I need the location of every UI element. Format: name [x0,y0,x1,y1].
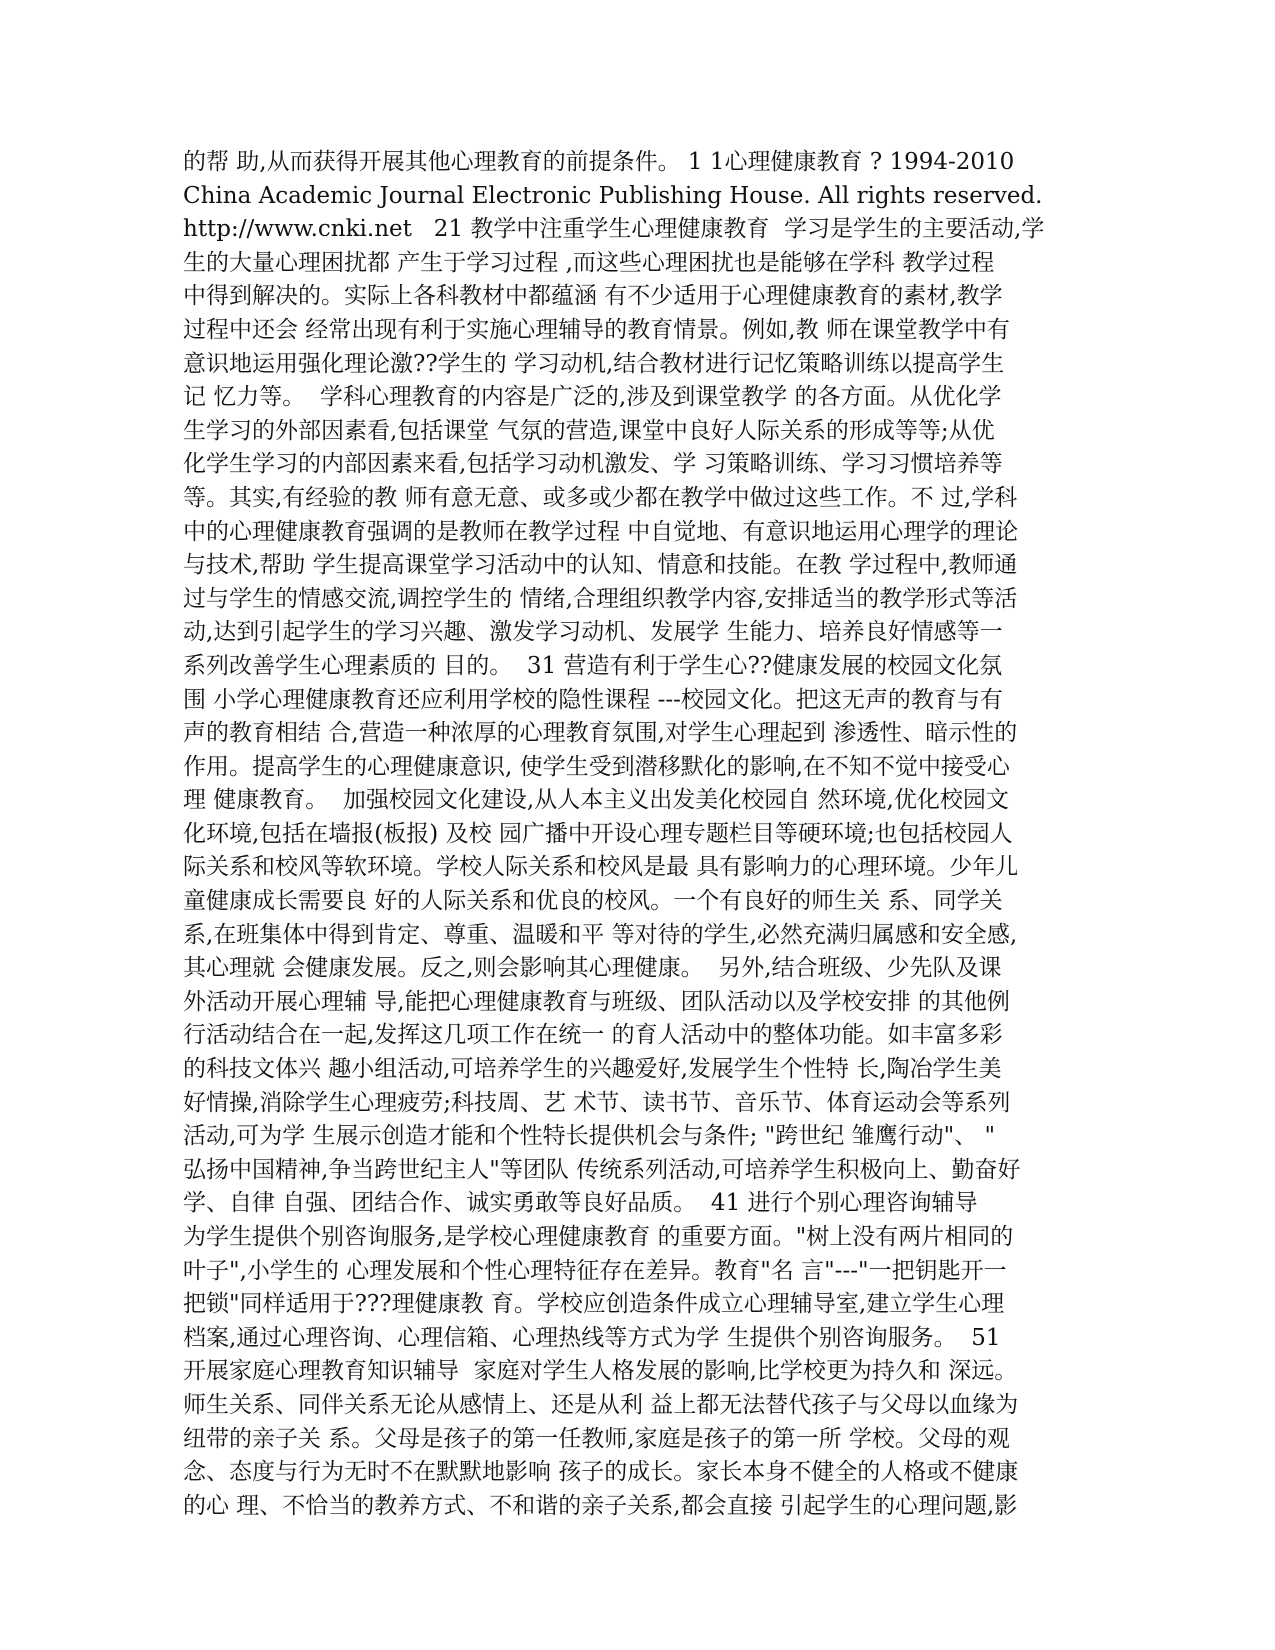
text-line: 把锁"同样适用于???理健康教 育。学校应创造条件成立心理辅导室,建立学生心理 [183,1291,1005,1318]
text-line: 学、自律 自强、团结合作、诚实勇敢等良好品质。 41 进行个别心理咨询辅导 [183,1190,978,1217]
text-line: 的科技文体兴 趣小组活动,可培养学生的兴趣爱好,发展学生个性特 长,陶冶学生美 [183,1056,1002,1083]
text-line: 与技术,帮助 学生提高课堂学习活动中的认知、情意和技能。在教 学过程中,教师通 [183,552,1018,579]
text-line: 围 小学心理健康教育还应利用学校的隐性课程 ---校园文化。把这无声的教育与有 [183,686,1003,713]
text-line: 外活动开展心理辅 导,能把心理健康教育与班级、团队活动以及学校安排 的其他例 [183,988,1010,1015]
text-line: 弘扬中国精神,争当跨世纪主人"等团队 传统系列活动,可培养学生积极向上、勤奋好 [183,1156,1021,1183]
text-line: 师生关系、同伴关系无论从感情上、还是从利 益上都无法替代孩子与父母以血缘为 [183,1391,1019,1418]
text-line: 生的大量心理困扰都 产生于学习过程 ,而这些心理困扰也是能够在学科 教学过程 [183,249,995,276]
text-line: China Academic Journal Electronic Publishing House. All rights reserved. [183,182,1043,209]
text-line: 作用。提高学生的心理健康意识, 使学生受到潜移默化的影响,在不知不觉中接受心 [183,753,1010,780]
text-line: 动,达到引起学生的学习兴趣、激发学习动机、发展学 生能力、培养良好情感等一 [183,619,1003,646]
text-line: 意识地运用强化理论激??学生的 学习动机,结合教材进行记忆策略训练以提高学生 [183,350,1005,377]
text-line: 其心理就 会健康发展。反之,则会影响其心理健康。 另外,结合班级、少先队及课 [183,955,1002,982]
text-line: 纽带的亲子关 系。父母是孩子的第一任教师,家庭是孩子的第一所 学校。父母的观 [183,1425,1010,1452]
text-line: 理 健康教育。 加强校园文化建设,从人本主义出发美化校园自 然环境,优化校园文 [183,787,1009,814]
text-line: 童健康成长需要良 好的人际关系和优良的校风。一个有良好的师生关 系、同学关 [183,888,1003,915]
text-line: 的心 理、不恰当的教养方式、不和谐的亲子关系,都会直接 引起学生的心理问题,影 [183,1492,1018,1519]
text-line: 际关系和校风等软环境。学校人际关系和校风是最 具有影响力的心理环境。少年儿 [183,854,1019,881]
text-line: 过与学生的情感交流,调控学生的 情绪,合理组织教学内容,安排适当的教学形式等活 [183,585,1018,612]
text-line: 系,在班集体中得到肯定、尊重、温暖和平 等对待的学生,必然充满归属感和安全感, [183,921,1018,948]
text-line: 中的心理健康教育强调的是教师在教学过程 中自觉地、有意识地运用心理学的理论 [183,518,1019,545]
text-line: 行活动结合在一起,发挥这几项工作在统一 的育人活动中的整体功能。如丰富多彩 [183,1022,1003,1049]
text-line: 声的教育相结 合,营造一种浓厚的心理教育氛围,对学生心理起到 渗透性、暗示性的 [183,720,1018,747]
text-line: 生学习的外部因素看,包括课堂 气氛的营造,课堂中良好人际关系的形成等等;从优 [183,417,995,444]
text-line: 系列改善学生心理素质的 目的。 31 营造有利于学生心??健康发展的校园文化氛 [183,652,1003,679]
text-line: 化学生学习的内部因素来看,包括学习动机激发、学 习策略训练、学习习惯培养等 [183,451,1003,478]
body-text [183,146,1083,1523]
text-line: 过程中还会 经常出现有利于实施心理辅导的教育情景。例如,教 师在课堂教学中有 [183,316,1010,343]
text-line: 的帮 助,从而获得开展其他心理教育的前提条件。 1 1心理健康教育 ? 1994-2010 [183,149,1015,175]
text-line: 等。其实,有经验的教 师有意无意、或多或少都在教学中做过这些工作。不 过,学科 [183,484,1018,511]
text-line: 叶子",小学生的 心理发展和个性心理特征存在差异。教育"名 言"---"一把钥匙开一 [183,1257,1007,1284]
text-line: 记 忆力等。 学科心理教育的内容是广泛的,涉及到课堂教学 的各方面。从优化学 [183,384,1002,411]
text-line: 档案,通过心理咨询、心理信箱、心理热线等方式为学 生提供个别咨询服务。 51 [183,1324,1001,1351]
text-line: 为学生提供个别咨询服务,是学校心理健康教育 的重要方面。"树上没有两片相同的 [183,1224,1014,1250]
text-line: 好情操,消除学生心理疲劳;科技周、艺 术节、读书节、音乐节、体育运动会等系列 [183,1089,1011,1116]
text-line: 念、态度与行为无时不在默默地影响 孩子的成长。家长本身不健全的人格或不健康 [183,1459,1019,1486]
text-line: 活动,可为学 生展示创造才能和个性特长提供机会与条件; "跨世纪 雏鹰行动"、 " [183,1123,996,1150]
text-line: http://www.cnki.net 21 教学中注重学生心理健康教育 学习是学生的主要活动,学 [183,216,1045,243]
text-line: 中得到解决的。实际上各科教材中都蕴涵 有不少适用于心理健康教育的素材,教学 [183,283,1003,310]
text-line: 化环境,包括在墙报(板报) 及校 园广播中开设心理专题栏目等硬环境;也包括校园人 [183,820,1013,847]
text-line: 开展家庭心理教育知识辅导 家庭对学生人格发展的影响,比学校更为持久和 深远。 [183,1358,1018,1385]
